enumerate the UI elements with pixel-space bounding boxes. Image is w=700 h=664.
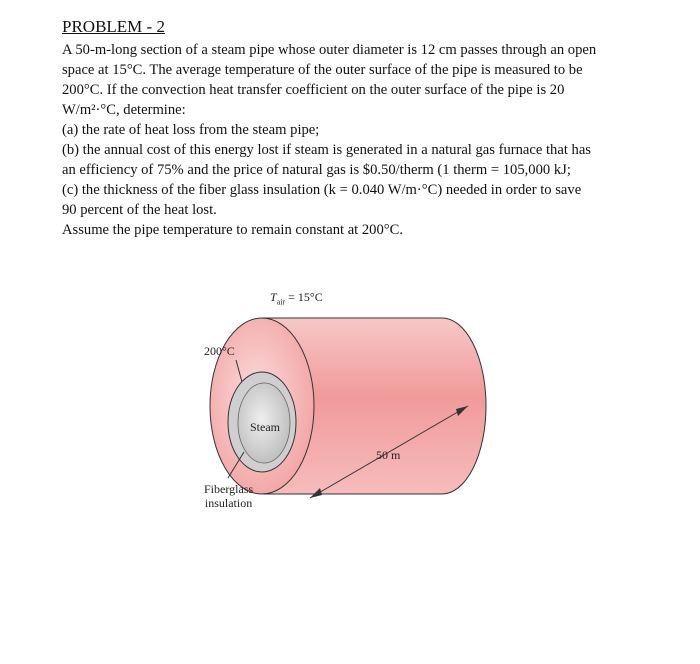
problem-title: PROBLEM - 2 [62, 17, 165, 36]
part-b-line-1: (b) the annual cost of this energy lost if steam is generated in a natural gas furnace that has [62, 142, 591, 158]
intro-line-3: 200°C. If the convection heat transfer coefficient on the outer surface of the pipe is 20 [62, 82, 565, 98]
air-temperature-label: $T_{air} = 15^\circ C$ [270, 290, 323, 307]
length-label: 50 m [376, 448, 401, 462]
intro-line-1: A 50-m-long section of a steam pipe whose outer diameter is 12 cm passes through an open [62, 42, 597, 58]
steam-label: Steam [250, 420, 280, 434]
pipe-figure [180, 280, 500, 520]
problem-document [62, 16, 622, 240]
part-b-line-2: an efficiency of 75% and the price of natural gas is $0.50/therm (1 therm = 105,000 kJ; [62, 162, 571, 178]
part-c-line-1: (c) the thickness of the fiber glass insulation (k = 0.040 W/m·°C) needed in order to save [62, 182, 582, 198]
intro-line-4: W/m²·°C, determine: [62, 102, 186, 118]
surface-temperature-label: 200°C [204, 344, 235, 358]
assumption: Assume the pipe temperature to remain constant at 200°C. [62, 222, 403, 238]
part-a: (a) the rate of heat loss from the steam pipe; [62, 122, 320, 138]
insulation-label: Fiberglass insulation [204, 482, 254, 510]
intro-line-2: space at 15°C. The average temperature of the outer surface of the pipe is measured to be [62, 62, 583, 78]
part-c-line-2: 90 percent of the heat lost. [62, 202, 217, 218]
